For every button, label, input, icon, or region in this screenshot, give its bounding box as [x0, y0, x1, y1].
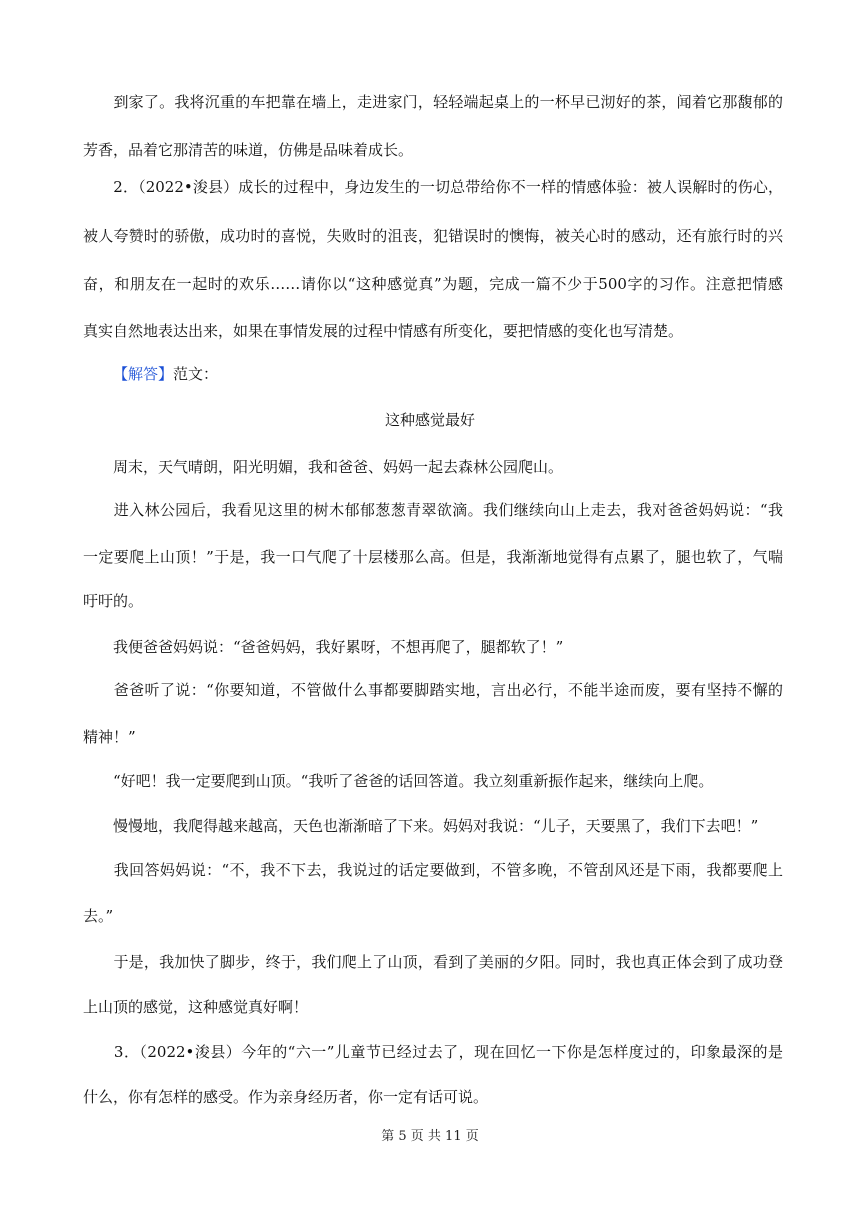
essay-line: “好吧！我一定要爬到山顶。“我听了爸爸的话回答道。我立刻重新振作起来，继续向上爬。 — [83, 772, 714, 790]
question-2-line: 被人夸赞时的骄傲，成功时的喜悦，失败时的沮丧，犯错误时的懊悔，被关心时的感动，还有旅行时的兴 — [83, 227, 783, 245]
text-line: 芳香，品着它那清苦的味道，仿佛是品味着成长。 — [83, 141, 414, 159]
essay-line: 精神！” — [83, 728, 136, 746]
text-line: 到家了。我将沉重的车把靠在墙上，走进家门，轻轻端起桌上的一杯早已沏好的茶，闻着它那馥郁的 — [83, 93, 783, 111]
essay-line: 去。” — [83, 907, 114, 925]
essay-line: 一定要爬上山顶！”于是，我一口气爬了十层楼那么高。但是，我渐渐地觉得有点累了，腿也软了，气喘 — [83, 548, 783, 566]
page-footer: 第 5 页 共 11 页 — [381, 1129, 479, 1144]
essay-line: 爸爸听了说：“你要知道，不管做什么事都要脚踏实地，言出必行，不能半途而废，要有坚持不懈的 — [83, 681, 783, 699]
essay-line: 于是，我加快了脚步，终于，我们爬上了山顶，看到了美丽的夕阳。同时，我也真正体会到了成功登 — [83, 953, 783, 971]
question-2-line: 2．（2022•浚县）成长的过程中，身边发生的一切总带给你不一样的情感体验：被人误解时的伤心， — [83, 178, 783, 196]
essay-line: 上山顶的感觉，这种感觉真好啊！ — [83, 998, 309, 1016]
question-3-line: 什么，你有怎样的感受。作为亲身经历者，你一定有话可说。 — [83, 1088, 489, 1106]
essay-title: 这种感觉最好 — [384, 411, 475, 429]
essay-line: 进入林公园后，我看见这里的树木郁郁葱葱青翠欲滴。我们继续向山上走去，我对爸爸妈妈说：“我 — [83, 501, 783, 519]
essay-line: 我回答妈妈说：“不，我不下去，我说过的话定要做到，不管多晚，不管刮风还是下雨，我都要爬上 — [83, 861, 783, 879]
answer-tag: 【解答】 — [113, 365, 174, 383]
essay-line: 周末，天气晴朗，阳光明媚，我和爸爸、妈妈一起去森林公园爬山。 — [83, 458, 564, 476]
question-2-line: 奋，和朋友在一起时的欢乐……请你以“这种感觉真”为题，完成一篇不少于500字的习作。注意把情感 — [83, 275, 783, 293]
answer-label — [113, 364, 413, 384]
essay-line: 慢慢地，我爬得越来越高，天色也渐渐暗了下来。妈妈对我说：“儿子，天要黑了，我们下去吧！” — [83, 817, 759, 835]
answer-text: 范文： — [173, 365, 219, 383]
question-3-line: 3．（2022•浚县）今年的“六一”儿童节已经过去了，现在回忆一下你是怎样度过的，印象最深的是 — [83, 1043, 783, 1061]
essay-line: 吁吁的。 — [83, 592, 144, 610]
question-2-line: 真实自然地表达出来，如果在事情发展的过程中情感有所变化，要把情感的变化也写清楚。 — [83, 322, 684, 340]
essay-line: 我便爸爸妈妈说：“爸爸妈妈，我好累呀，不想再爬了，腿都软了！” — [83, 638, 564, 656]
